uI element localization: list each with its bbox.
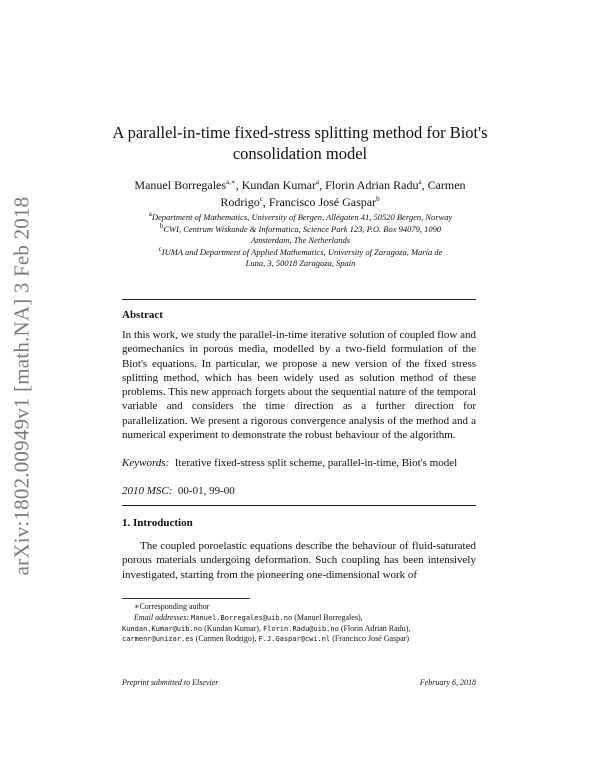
author-name: Manuel Borregales bbox=[134, 178, 227, 192]
email-link[interactable]: F.J.Gaspar@cwi.nl bbox=[258, 635, 331, 644]
email-link[interactable]: Kundan.Kumar@uib.no bbox=[122, 624, 203, 633]
footnote-rule bbox=[122, 598, 250, 599]
affiliation-mark: c bbox=[158, 244, 162, 253]
affiliations bbox=[123, 212, 478, 270]
abstract-bottom-rule bbox=[122, 505, 476, 506]
preprint-date: February 6, 2018 bbox=[419, 678, 476, 687]
title-line-1: A parallel-in-time fixed-stress splitting method for Biot's bbox=[112, 123, 488, 142]
author-affiliation-mark: a,∗ bbox=[226, 178, 236, 186]
affiliation-c-cont: Luna, 3, 50018 Zaragoza, Spain bbox=[245, 258, 356, 268]
section-heading-introduction: 1. Introduction bbox=[122, 517, 193, 529]
introduction-text: The coupled poroelastic equations describe the behaviour of fluid-saturated porous materials undergoing deformation. Such coupling has been intensively investigated, starting from the pioneering one-dimensional work of bbox=[122, 540, 476, 581]
email-label: Email addresses: bbox=[134, 612, 190, 622]
email-owner: (Carmen Rodrigo), bbox=[195, 634, 257, 644]
email-line-3 bbox=[122, 634, 482, 645]
paper-title bbox=[100, 122, 500, 164]
affiliation-b-cont: Amsterdam, The Netherlands bbox=[250, 235, 351, 245]
msc-classification bbox=[122, 484, 235, 498]
keywords-text: Iterative fixed-stress split scheme, parallel-in-time, Biot's model bbox=[174, 457, 458, 469]
affiliation-c bbox=[123, 244, 478, 259]
abstract-text: In this work, we study the parallel-in-time iterative solution of coupled flow and geomechanics in porous media, modelled by a two-field formulation of the Biot's equations. In particular, we propose a new version of the fixed stress splitting method, which has been widely used as solution method of these problems. This new approach forgets about the sequential nature of the temporal variable and considers the time direction as a further direction for parallelization. We present a rigorous convergence analysis of the method and a numerical experiment to demonstrate the robust behaviour of the algorithm. bbox=[122, 329, 476, 442]
author-name: Florin Adrian Radu bbox=[325, 178, 419, 192]
affiliation-mark: a bbox=[148, 210, 152, 219]
author-affiliation-mark: a bbox=[316, 178, 320, 186]
arxiv-stamp-text: arXiv:1802.00949v1 [math.NA] 3 Feb 2018 bbox=[9, 196, 34, 576]
affiliation-mark: b bbox=[159, 221, 164, 230]
author-affiliation-mark: c bbox=[259, 195, 263, 203]
email-line-2 bbox=[122, 624, 482, 635]
author-separator: , bbox=[235, 178, 242, 192]
affiliation-text: IUMA and Department of Applied Mathematics, University of Zaragoza, María de bbox=[161, 246, 443, 257]
author-separator: , bbox=[421, 178, 428, 192]
keywords bbox=[122, 456, 476, 470]
author-affiliation-mark: b bbox=[376, 195, 380, 203]
email-link[interactable]: carmenr@unizar.es bbox=[122, 635, 194, 644]
email-line-1 bbox=[122, 613, 482, 624]
email-owner: (Florin Adrian Radu), bbox=[340, 623, 411, 633]
affiliation-b bbox=[123, 221, 478, 236]
affiliation-text: CWI, Centrum Wiskunde & Informatica, Science Park 123, P.O. Box 94079, 1090 bbox=[163, 223, 442, 234]
keywords-label: Keywords: bbox=[122, 457, 170, 469]
author-separator: , bbox=[262, 195, 269, 209]
msc-codes: 00-01, 99-00 bbox=[177, 485, 235, 497]
email-owner: (Francisco José Gaspar) bbox=[332, 634, 410, 644]
email-link[interactable]: Florin.Radu@uib.no bbox=[262, 624, 339, 633]
email-link[interactable]: Manuel.Borregales@uib.no bbox=[191, 613, 293, 622]
footnotes bbox=[122, 602, 482, 645]
author-name: Kundan Kumar bbox=[241, 178, 317, 192]
msc-label: 2010 MSC: bbox=[122, 485, 173, 497]
author-name: Francisco José Gaspar bbox=[268, 195, 377, 209]
affiliation-text: Department of Mathematics, University of Bergen, Allégaten 41, 50520 Bergen, Norway bbox=[151, 212, 453, 222]
author-separator: , bbox=[319, 178, 326, 192]
arxiv-identifier-stamp bbox=[4, 196, 40, 576]
author-list bbox=[125, 177, 475, 211]
preprint-note: Preprint submitted to Elsevier bbox=[122, 678, 219, 687]
email-owner: (Kundan Kumar), bbox=[204, 623, 261, 633]
abstract-top-rule bbox=[122, 299, 476, 300]
author-name: Carmen Rodrigo bbox=[220, 178, 466, 209]
title-line-2: consolidation model bbox=[232, 144, 368, 163]
abstract-heading: Abstract bbox=[122, 309, 163, 321]
email-owner: (Manuel Borregales), bbox=[294, 612, 363, 622]
author-affiliation-mark: a bbox=[418, 178, 422, 186]
corresponding-author-note: ∗Corresponding author bbox=[134, 602, 210, 611]
affiliation-a bbox=[123, 212, 478, 224]
